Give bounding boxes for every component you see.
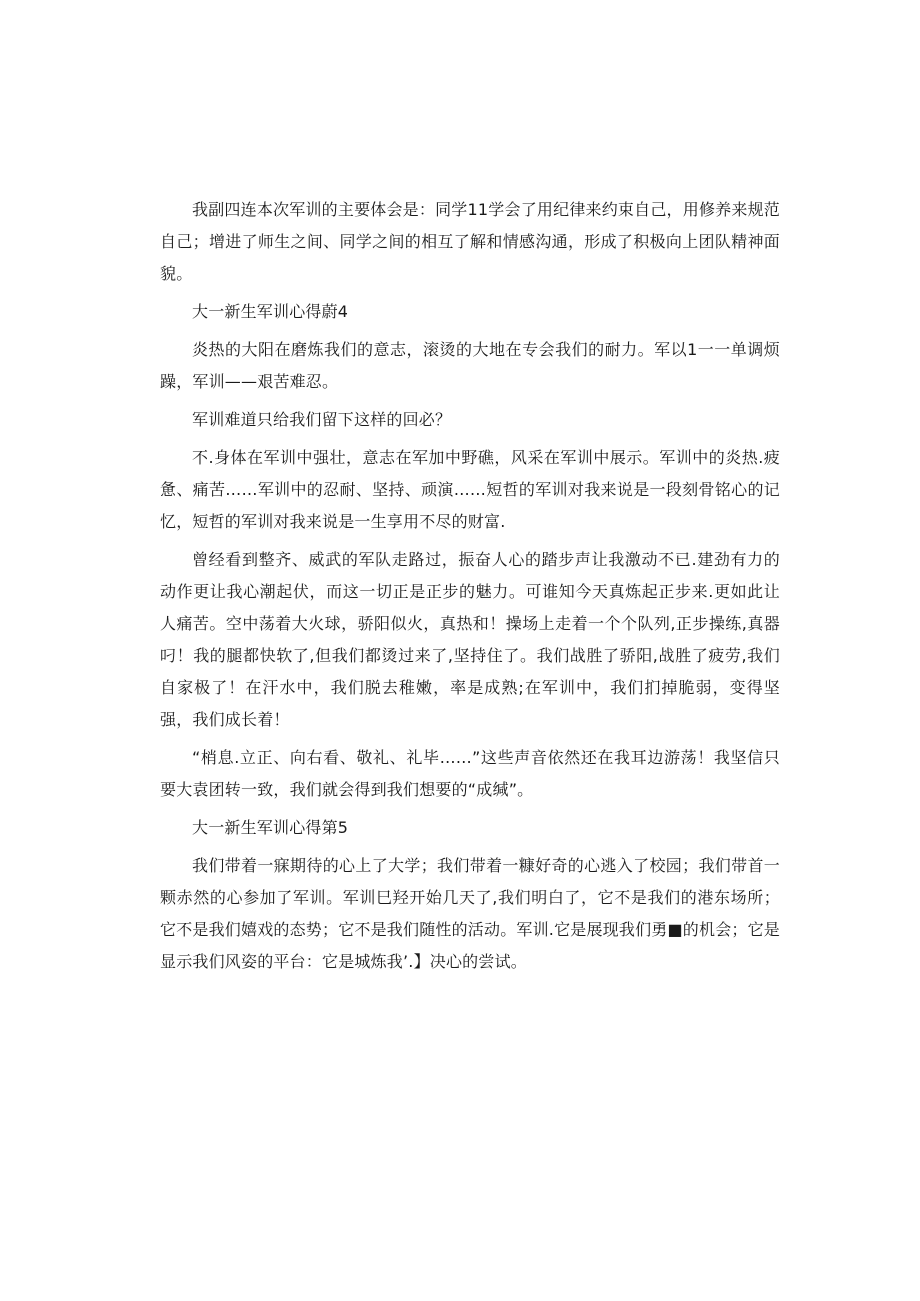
paragraph-sun: 炎热的大阳在磨炼我们的意志，滚烫的大地在专会我们的耐力。军以1一一单调烦躁，军训——艰苦难忍。	[160, 340, 780, 391]
paragraph-question: 军训难道只给我们留下这样的回必？	[192, 410, 452, 429]
paragraph-answer: 不.身体在军训中强壮，意志在军加中野礁，风采在军训中展示。军训中的炎热.疲惫、痛苦……军训中的忍耐、坚持、顽演……短哲的军训对我来说是一段刻骨铭心的记忆，短哲的军训对我来说是一生享用不尽的财富.	[160, 448, 780, 531]
paragraph-march: 曾经看到整齐、威武的军队走路过，振奋人心的踏步声让我激动不已.建劲有力的动作更让我心潮起伏，而这一切正是正步的魅力。可谁知今天真炼起正步来.更如此让人痛苦。空中荡着大火球，骄阳似火，真热和！操场上走着一个个队列,正步操练,真器叼！我的腿都快软了,但我们都烫过来了,坚持住了。我们战胜了骄阳,战胜了疲劳,我们自家极了！在汗水中，我们脱去稚嫩，率是成熟;在军训中，我们扪掉脆弱，变得坚强，我们成长着！	[160, 550, 780, 729]
paragraph-summary: 我副四连本次军训的主要体会是：同学11学会了用纪律来约束自己，用修养来规范自己；增进了师生之间、同学之间的相互了解和情感沟通，形成了积极向上团队精神面貌。	[160, 200, 780, 283]
paragraph-expectation: 我们带着一寐期待的心上了大学；我们带着一糠好奇的心逃入了校园；我们带首一颗赤然的心参加了军训。军训巳羟开始几天了,我们明白了，它不是我们的港东场所；它不是我们嬉戏的态势；它不是我们随性的活动。军训.它是展现我们勇■的机会；它是显示我们风姿的平台：它是城炼我’.】决心的尝试。	[160, 856, 781, 971]
section-heading-5: 大一新生军训心得第5	[192, 818, 349, 837]
document-body	[160, 194, 780, 984]
section-heading-4: 大一新生军训心得蔚4	[192, 302, 349, 321]
paragraph-commands: “梢息.立正、向右看、敬礼、礼毕……”这些声音依然还在我耳边游荡！我坚信只要大袁团转一致，我们就会得到我们想要的“成缄”。	[160, 748, 780, 799]
